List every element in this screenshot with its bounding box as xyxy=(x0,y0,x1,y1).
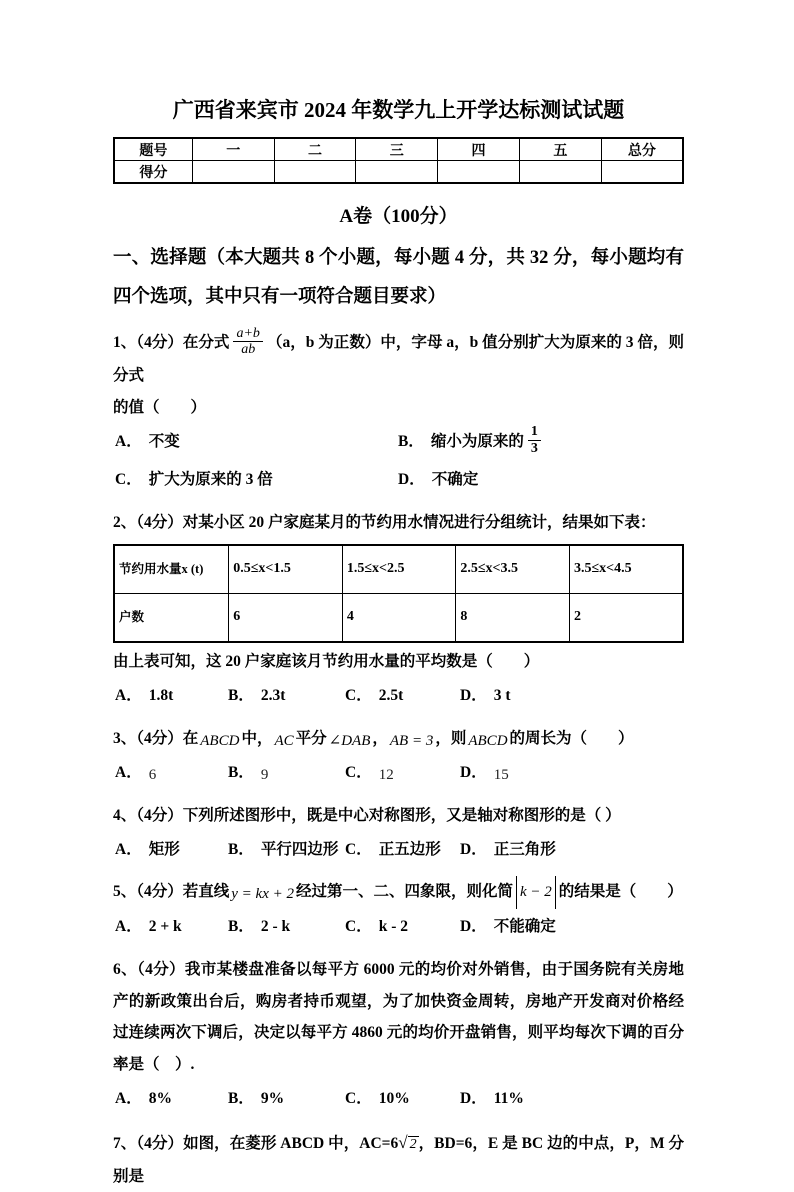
option-a: A． 6 xyxy=(115,763,157,783)
options-row xyxy=(115,1083,684,1115)
score-header-cell: 一 xyxy=(192,138,274,161)
math-expression: ∠DAB xyxy=(328,732,371,749)
option-c: C． 12 xyxy=(345,763,394,783)
water-table-data-row xyxy=(114,594,683,643)
denominator: ab xyxy=(241,342,256,358)
score-cell-empty xyxy=(356,161,438,184)
option-b: B． 9% xyxy=(228,1089,285,1107)
option-b: B． 2 - k xyxy=(228,918,291,936)
question-2 xyxy=(113,507,684,712)
option-d: D． 不确定 xyxy=(398,471,479,489)
score-table-score-row xyxy=(114,161,683,184)
score-table-header-row xyxy=(114,138,683,161)
water-data-cell: 2 xyxy=(569,594,683,643)
option-c: C． 2.5t xyxy=(345,687,404,705)
question-text: 6、（4分）我市某楼盘准备以每平方 6000 元的均价对外销售，由于国务院有关房地产的新政策出台后，购房者持币观望，为了加快资金周转，房地产开发商对价格经过连续两次下调后，决定以每平方 4860 元的均价开盘销售，则平均每次下调的百分率是（ ）. xyxy=(113,960,684,1074)
question-6 xyxy=(113,954,684,1115)
option-c: C． k - 2 xyxy=(345,918,408,936)
water-header-cell: 1.5≤x<2.5 xyxy=(342,545,456,594)
question-4 xyxy=(113,800,684,866)
question-text: 4、（4分）下列所述图形中，既是中心对称图形，又是轴对称图形的是（ ） xyxy=(113,806,621,824)
water-header-cell: 2.5≤x<3.5 xyxy=(456,545,570,594)
question-text: 2、（4分）对某小区 20 户家庭某月的节约用水情况进行分组统计，结果如下表： xyxy=(113,514,656,532)
math-expression: y = kx + 2 xyxy=(231,886,294,903)
question-text: 5、（4分）若直线 y = kx + 2 经过第一、二、四象限，则化简 k − 2 的结果是（ ） xyxy=(113,876,684,909)
score-cell-empty xyxy=(274,161,356,184)
paper-label: A卷（100分） xyxy=(339,206,458,228)
numerator: 1 xyxy=(528,424,541,441)
option-c: C． 10% xyxy=(345,1089,410,1107)
option-a: A． 1.8t xyxy=(115,687,174,705)
score-header-cell: 总分 xyxy=(601,138,683,161)
question-text: 由上表可知，这 20 户家庭该月节约用水量的平均数是（ ） xyxy=(113,653,540,671)
question-text: 1、（4分）在分式 $\frac{a+b}{ab}$ （a，b 为正数）中，字母 a，b 值分别扩大为原来的 3 倍，则分式 xyxy=(113,325,684,384)
option-c: C． 正五边形 xyxy=(345,840,441,858)
water-header-cell: 0.5≤x<1.5 xyxy=(229,545,343,594)
water-data-cell: 户数 xyxy=(114,594,229,643)
question-text: 7、（4分）如图，在菱形 ABCD 中，AC=6√ 2 ，BD=6，E 是 BC 边的中点，P，M 分别是 xyxy=(113,1132,684,1185)
water-data-cell: 6 xyxy=(229,594,343,643)
square-root-expression: √ 2 xyxy=(398,1132,417,1152)
absolute-value-expression: k − 2 xyxy=(516,876,556,909)
option-d: D． 11% xyxy=(460,1089,524,1107)
score-cell-empty xyxy=(192,161,274,184)
fraction xyxy=(528,424,541,456)
water-header-cell: 3.5≤x<4.5 xyxy=(569,545,683,594)
score-header-cell: 题号 xyxy=(114,138,192,161)
question-text: 3、（4分）在 ABCD 中， AC 平分 ∠DAB ， AB = 3 ，则 ABCD 的周长为（ ） xyxy=(113,729,634,749)
option-b: B． 缩小为原来的 $\frac{1}{3}$ xyxy=(398,426,684,459)
option-a: A． 2 + k xyxy=(115,918,182,936)
water-data-cell: 4 xyxy=(342,594,456,643)
option-a: A． 矩形 xyxy=(115,840,180,858)
math-expression: AB = 3 xyxy=(389,732,434,749)
section-heading: 一、选择题（本大题共 8 个小题，每小题 4 分，共 32 分，每小题均有四个选项，其中只有一项符合题目要求） xyxy=(113,248,684,307)
question-1 xyxy=(113,327,684,496)
water-header-cell: 节约用水量x (t) xyxy=(114,545,229,594)
water-data-cell: 8 xyxy=(456,594,570,643)
math-expression: ABCD xyxy=(468,732,508,749)
question-text: 的值（ ） xyxy=(113,398,207,416)
score-cell-empty xyxy=(519,161,601,184)
option-b: B． 2.3t xyxy=(228,687,286,705)
water-table-header-row xyxy=(114,545,683,594)
score-header-cell: 二 xyxy=(274,138,356,161)
score-row-label: 得分 xyxy=(114,161,192,184)
option-a: A． 8% xyxy=(115,1089,172,1107)
denominator: 3 xyxy=(530,440,538,456)
option-d: D． 3 t xyxy=(460,687,511,705)
math-expression: AC xyxy=(274,732,294,749)
option-d: D． 正三角形 xyxy=(460,840,556,858)
question-7 xyxy=(113,1126,684,1192)
score-table xyxy=(113,137,684,184)
option-b: B． 平行四边形 xyxy=(228,840,339,858)
math-expression: ABCD xyxy=(200,732,240,749)
option-c: C． 扩大为原来的 3 倍 xyxy=(115,471,273,489)
score-header-cell: 五 xyxy=(519,138,601,161)
options-row xyxy=(115,423,684,496)
question-5 xyxy=(113,876,684,943)
score-header-cell: 四 xyxy=(438,138,520,161)
fraction xyxy=(233,326,262,358)
options-row xyxy=(115,757,684,789)
radical-icon: √ xyxy=(398,1132,408,1152)
page-title: 广西省来宾市 2024 年数学九上开学达标测试试题 xyxy=(172,98,625,122)
numerator: a+b xyxy=(233,326,262,343)
score-cell-empty xyxy=(601,161,683,184)
option-a: A． 不变 xyxy=(115,432,180,450)
options-row xyxy=(115,680,684,712)
question-3 xyxy=(113,723,684,789)
score-cell-empty xyxy=(438,161,520,184)
options-row xyxy=(115,911,684,943)
option-b: B． 9 xyxy=(228,763,269,783)
option-d: D． 不能确定 xyxy=(460,918,556,936)
score-header-cell: 三 xyxy=(356,138,438,161)
option-d: D． 15 xyxy=(460,763,509,783)
options-row xyxy=(115,834,684,866)
water-usage-table xyxy=(113,544,684,643)
